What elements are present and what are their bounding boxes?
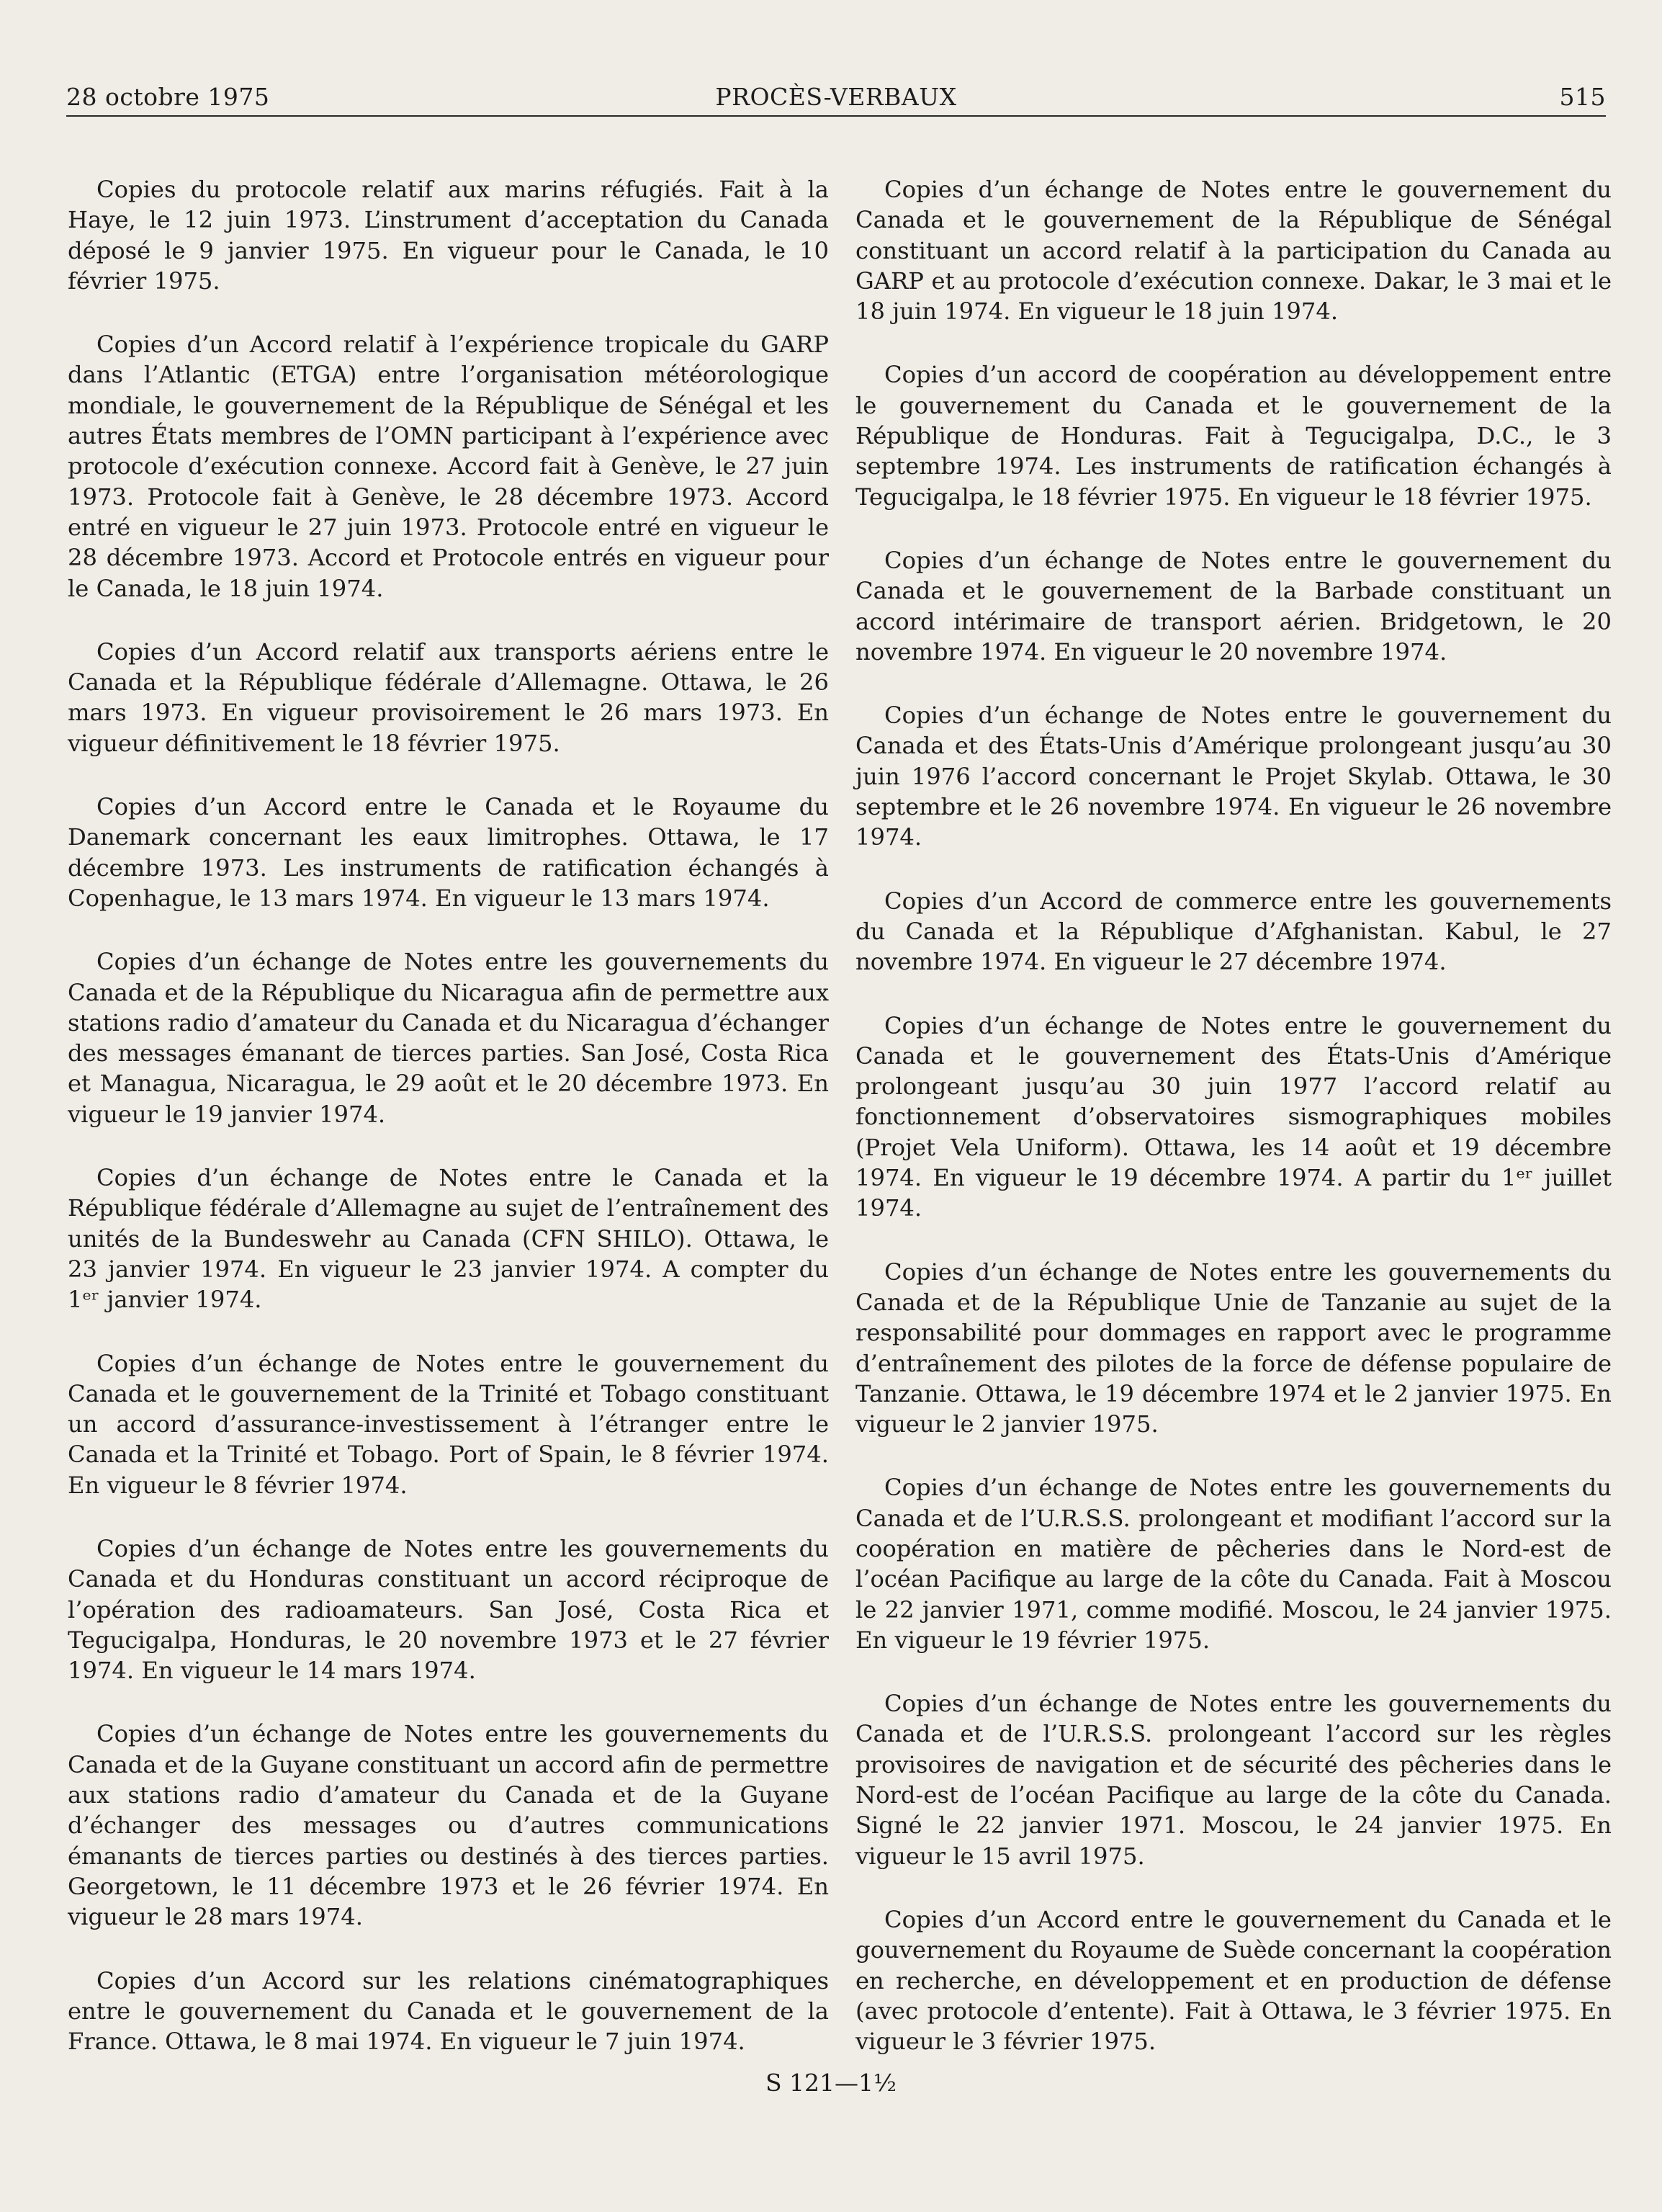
paragraph: Copies d’un échange de Notes entre les gouvernements du Canada et de la Guyane constituant un accord afin de permettre aux stations radio d’amateur du Canada et de la Guyane d’échanger des messages ou d’autres communications émanants de tierces parties ou destinés à des tierces parties. Georgetown, le 11 décembre 1973 et le 26 février 1974. En vigueur le 28 mars 1974. (68, 1720, 829, 1931)
paragraph: Copies d’un échange de Notes entre le gouvernement du Canada et le gouvernement de la Trinité et Tobago constituant un accord d’assurance-investissement à l’étranger entre le Canada et la Trinité et Tobago. Port of Spain, le 8 février 1974. En vigueur le 8 février 1974. (68, 1349, 829, 1499)
paragraph: Copies d’un échange de Notes entre les gouvernements du Canada et de l’U.R.S.S. prolongeant et modifiant l’accord sur la coopération en matière de pêcheries dans le Nord-est de l’océan Pacifique au large de la côte du Canada. Fait à Moscou le 22 janvier 1971, comme modifié. Moscou, le 24 janvier 1975. En vigueur le 19 février 1975. (855, 1474, 1612, 1654)
paragraph: Copies d’un Accord relatif aux transports aériens entre le Canada et la République fédérale d’Allemagne. Ottawa, le 26 mars 1973. En vigueur provisoirement le 26 mars 1973. En vigueur définitivement le 18 février 1975. (68, 637, 829, 757)
paragraph: Copies d’un échange de Notes entre le gouvernement du Canada et des États-Unis d’Amérique prolongeant jusqu’au 30 juin 1976 l’accord concernant le Projet Skylab. Ottawa, le 30 septembre et le 26 novembre 1974. En vigueur le 26 novembre 1974. (855, 702, 1612, 851)
paragraph: Copies d’un échange de Notes entre les gouvernements du Canada et de la République Unie de Tanzanie au sujet de la responsabilité pour dommages en rapport avec le programme d’entraînement des pilotes de la force de défense populaire de Tanzanie. Ottawa, le 19 décembre 1974 et le 2 janvier 1975. En vigueur le 2 janvier 1975. (855, 1258, 1612, 1438)
paragraph: Copies d’un échange de Notes entre le gouvernement du Canada et le gouvernement de la Barbade constituant un accord intérimaire de transport aérien. Bridgetown, le 20 novembre 1974. En vigueur le 20 novembre 1974. (855, 546, 1612, 666)
right-column (855, 174, 1612, 2090)
paragraph: Copies d’un échange de Notes entre le gouvernement du Canada et le gouvernement de la République de Sénégal constituant un accord relatif à la participation du Canada au GARP et au protocole d’exécution connexe. Dakar, le 3 mai et le 18 juin 1974. En vigueur le 18 juin 1974. (855, 176, 1612, 326)
header-title: PROCÈS-VERBAUX (715, 83, 957, 111)
paragraph: Copies d’un Accord entre le Canada et le Royaume du Danemark concernant les eaux limitrophes. Ottawa, le 17 décembre 1973. Les instruments de ratification échangés à Copenhague, le 13 mars 1974. En vigueur le 13 mars 1974. (68, 793, 829, 912)
header-date: 28 octobre 1975 (66, 83, 270, 111)
paragraph: Copies d’un échange de Notes entre les gouvernements du Canada et de la République du Nicaragua afin de permettre aux stations radio d’amateur du Canada et du Nicaragua d’échanger des messages émanant de tierces parties. San José, Costa Rica et Managua, Nicaragua, le 29 août et le 20 décembre 1973. En vigueur le 19 janvier 1974. (68, 948, 829, 1128)
paragraph: Copies d’un Accord de commerce entre les gouvernements du Canada et la République d’Afghanistan. Kabul, le 27 novembre 1974. En vigueur le 27 décembre 1974. (855, 887, 1612, 976)
running-header (66, 78, 1606, 117)
paragraph: Copies d’un échange de Notes entre les gouvernements du Canada et du Honduras constituant un accord réciproque de l’opération des radioamateurs. San José, Costa Rica et Tegucigalpa, Honduras, le 20 novembre 1973 et le 27 février 1974. En vigueur le 14 mars 1974. (68, 1534, 829, 1685)
paragraph: Copies d’un Accord relatif à l’expérience tropicale du GARP dans l’Atlantic (ETGA) entre l’organisation météorologique mondiale, le gouvernement de la République de Sénégal et les autres États membres de l’OMN participant à l’expérience avec protocole d’exécution connexe. Accord fait à Genève, le 27 juin 1973. Protocole fait à Genève, le 28 décembre 1973. Accord entré en vigueur le 27 juin 1973. Protocole entré en vigueur le 28 décembre 1973. Accord et Protocole entrés en vigueur pour le Canada, le 18 juin 1974. (68, 331, 829, 602)
page-number: 515 (1559, 83, 1606, 111)
left-column (68, 174, 829, 2090)
paragraph: Copies d’un échange de Notes entre les gouvernements du Canada et de l’U.R.S.S. prolongeant l’accord sur les règles provisoires de navigation et de sécurité des pêcheries dans le Nord-est de l’océan Pacifique au large de la côte du Canada. Signé le 22 janvier 1971. Moscou, le 24 janvier 1975. En vigueur le 15 avril 1975. (855, 1690, 1612, 1870)
signature-mark: S 121—1½ (765, 2069, 897, 2097)
paragraph: Copies d’un Accord entre le gouvernement du Canada et le gouvernement du Royaume de Suède concernant la coopération en recherche, en développement et en production de défense (avec protocole d’entente). Fait à Ottawa, le 3 février 1975. En vigueur le 3 février 1975. (855, 1905, 1612, 2056)
paragraph: Copies du protocole relatif aux marins réfugiés. Fait à la Haye, le 12 juin 1973. L’instrument d’acceptation du Canada déposé le 9 janvier 1975. En vigueur pour le Canada, le 10 février 1975. (68, 176, 829, 295)
paragraph: Copies d’un accord de coopération au développement entre le gouvernement du Canada et le gouvernement de la République de Honduras. Fait à Tegucigalpa, D.C., le 3 septembre 1974. Les instruments de ratification échangés à Tegucigalpa, le 18 février 1975. En vigueur le 18 février 1975. (855, 361, 1612, 511)
paragraph: Copies d’un Accord sur les relations cinématographiques entre le gouvernement du Canada et le gouvernement de la France. Ottawa, le 8 mai 1974. En vigueur le 7 juin 1974. (68, 1966, 829, 2056)
paragraph: Copies d’un échange de Notes entre le gouvernement du Canada et le gouvernement des États-Unis d’Amérique prolongeant jusqu’au 30 juin 1977 l’accord relatif au fonctionnement d’observatoires sismographiques mobiles (Projet Vela Uniform). Ottawa, les 14 août et 19 décembre 1974. En vigueur le 19 décembre 1974. A partir du 1ᵉʳ juillet 1974. (855, 1011, 1612, 1222)
paragraph: Copies d’un échange de Notes entre le Canada et la République fédérale d’Allemagne au sujet de l’entraînement des unités de la Bundeswehr au Canada (CFN SHILO). Ottawa, le 23 janvier 1974. En vigueur le 23 janvier 1974. A compter du 1ᵉʳ janvier 1974. (68, 1164, 829, 1314)
